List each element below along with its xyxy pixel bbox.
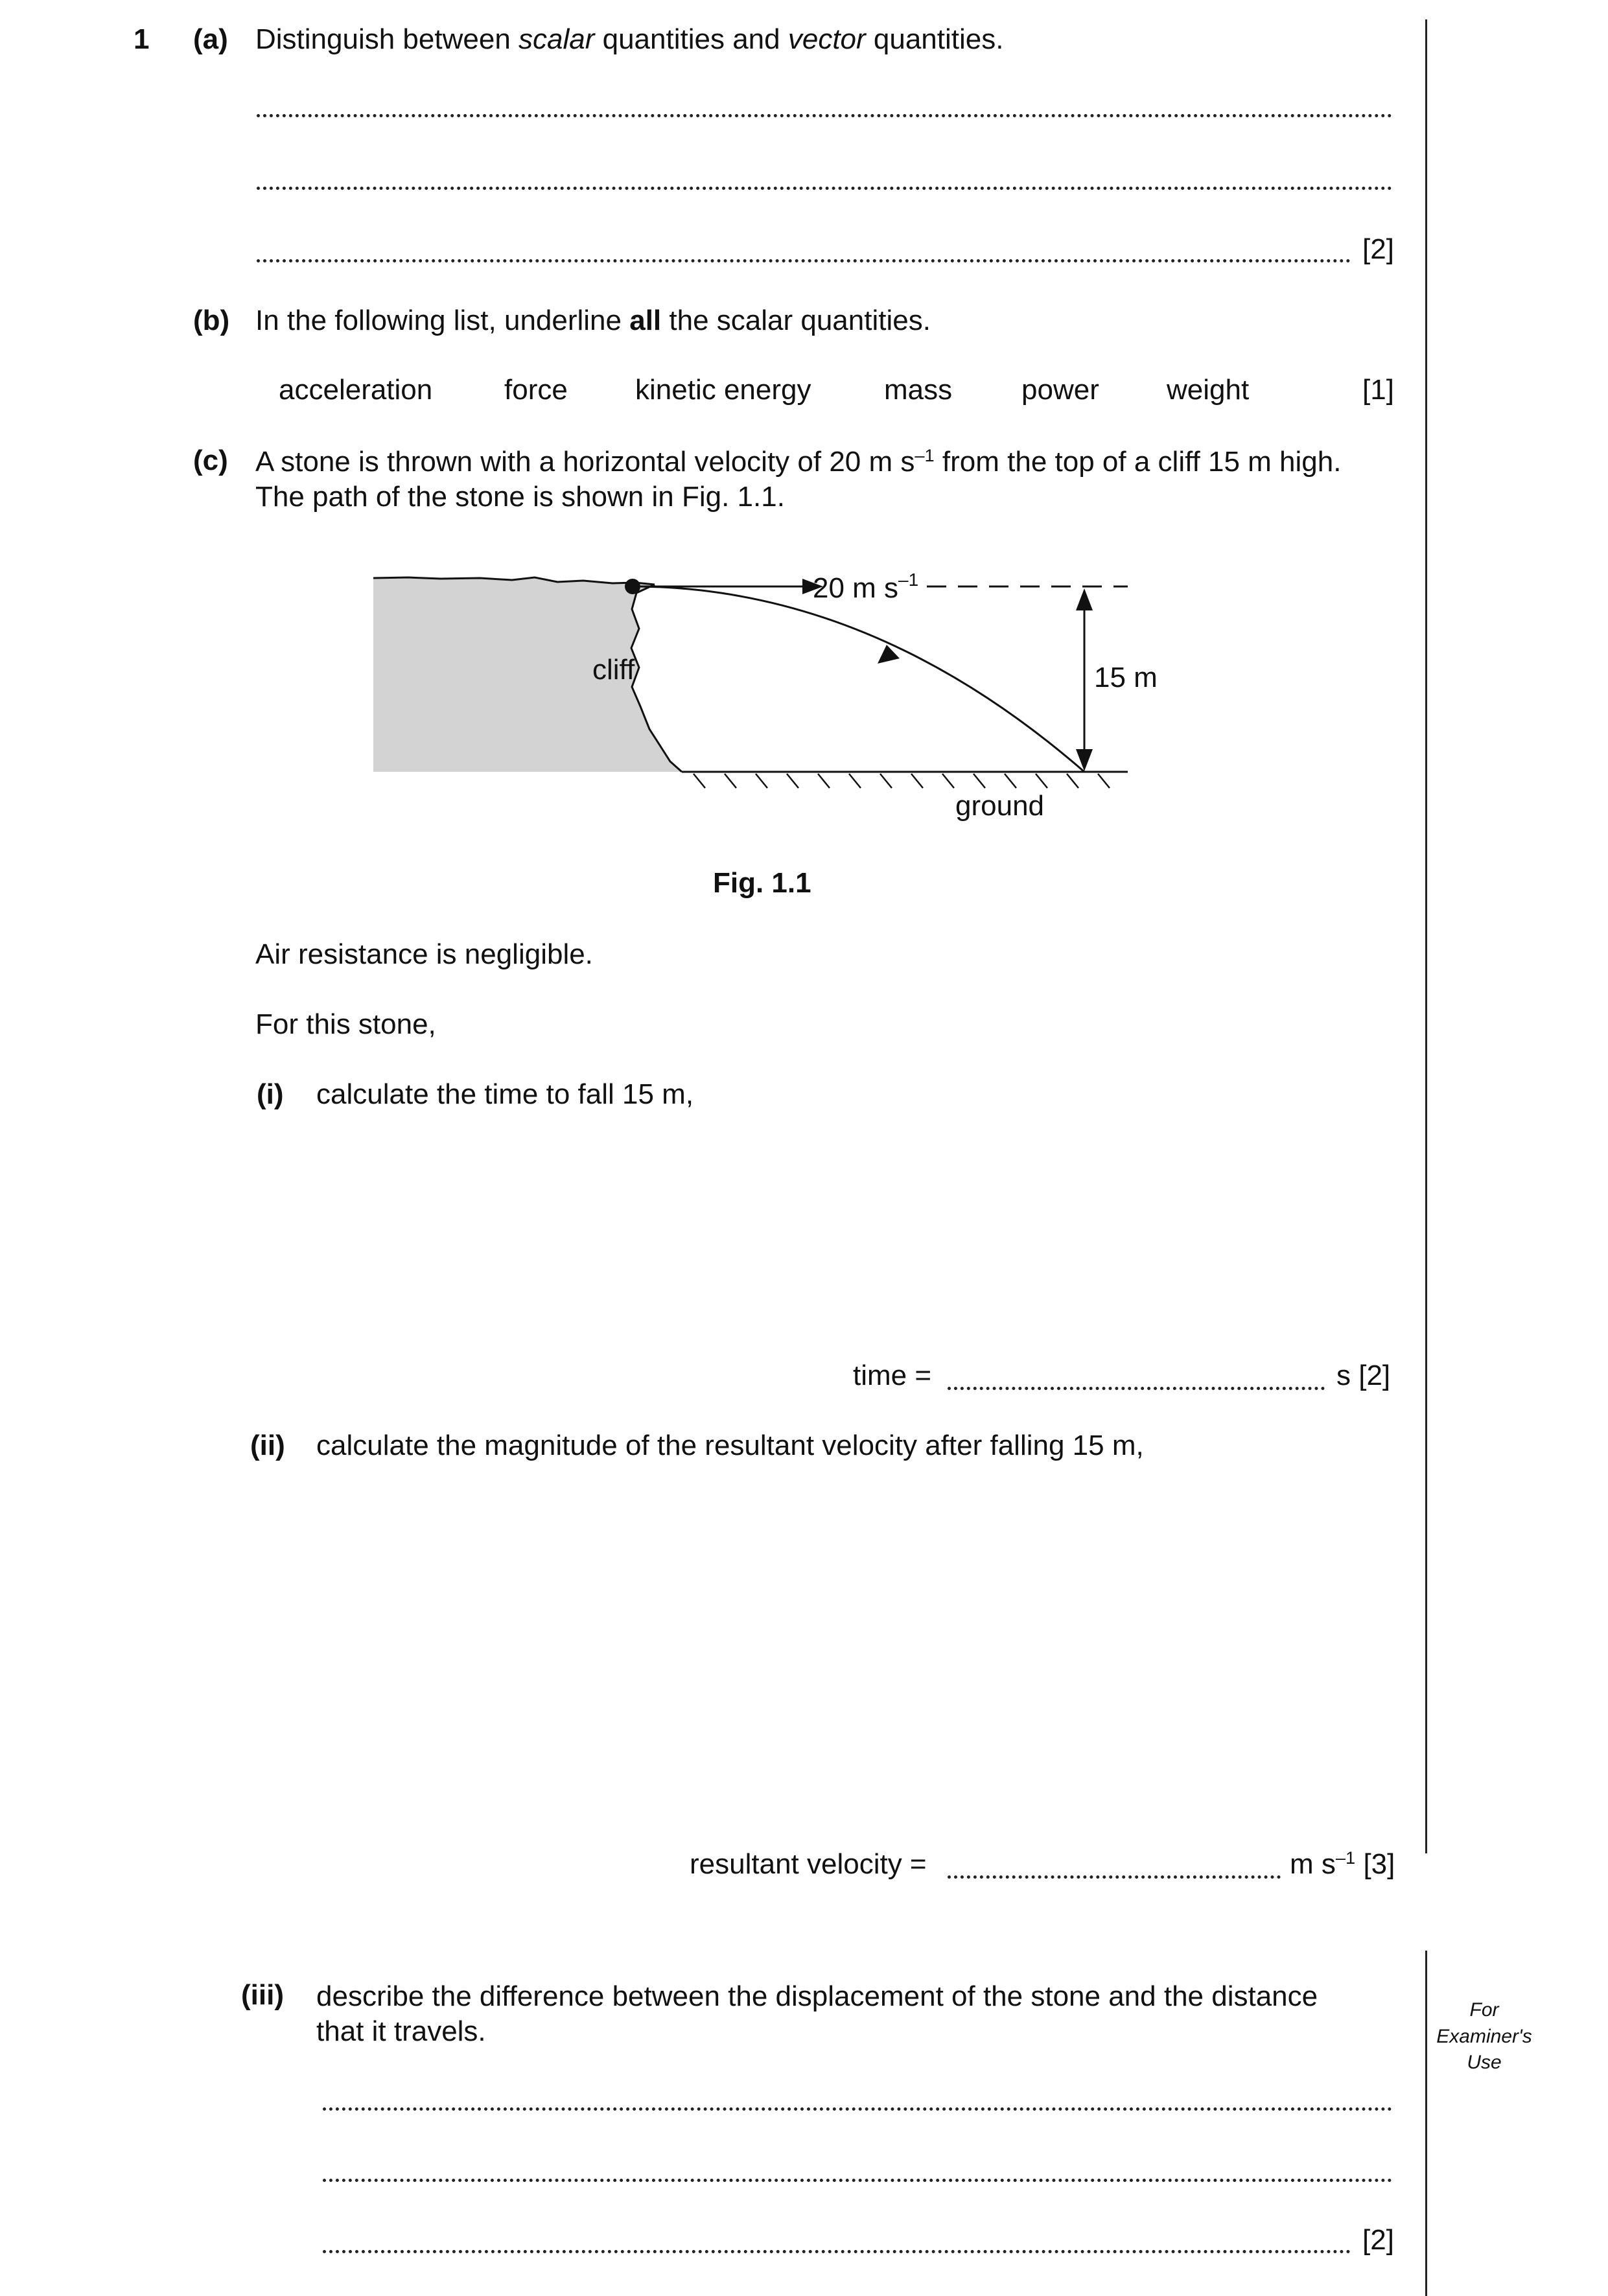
sub-i-label: (i) [257, 1078, 284, 1110]
option-power[interactable]: power [1021, 374, 1099, 406]
part-a-marks: [2] [1362, 233, 1394, 265]
ground-label: ground [955, 790, 1045, 822]
note-air-resistance: Air resistance is negligible. [255, 938, 593, 970]
option-kinetic-energy[interactable]: kinetic energy [635, 374, 811, 406]
answer-line-a-3[interactable] [257, 259, 1351, 262]
sub-iii-label: (iii) [241, 1979, 284, 2011]
part-b-label: (b) [193, 305, 230, 336]
option-force[interactable]: force [504, 374, 568, 406]
resultant-velocity-answer-label: resultant velocity = [690, 1848, 927, 1880]
sub-iii-question [316, 1979, 1397, 2048]
stone-dot [625, 579, 640, 594]
examiner-use-line-1: For [1469, 1999, 1499, 2021]
part-a-label: (a) [193, 23, 228, 55]
examiner-use-line-3: Use [1467, 2052, 1502, 2073]
trajectory-curve [640, 586, 1084, 772]
ground-hatching [693, 774, 1110, 788]
sub-i-unit-marks: s [2] [1336, 1360, 1391, 1391]
resultant-velocity-answer-field[interactable] [948, 1875, 1281, 1879]
velocity-label: 20 m $s^{-1}$ [813, 570, 919, 604]
answer-line-iii-3[interactable] [323, 2250, 1351, 2253]
question-number: 1 [134, 23, 150, 55]
figure-1-1-diagram [369, 557, 1158, 829]
option-acceleration[interactable]: acceleration [279, 374, 433, 406]
sub-iii-marks: [2] [1362, 2224, 1394, 2256]
time-answer-label: time = [853, 1360, 932, 1391]
sub-ii-unit-marks: m $s^{-1}$ [3] [1290, 1848, 1395, 1880]
examiner-use-line-2: Examiner's [1436, 2025, 1532, 2047]
sub-iii-line-1: describe the difference between the displacement of the stone and the distance [316, 1980, 1318, 2012]
part-a-question: Distinguish between scalar quantities and vector quantities. [255, 23, 1004, 55]
option-mass[interactable]: mass [884, 374, 953, 406]
sub-i-question: calculate the time to fall 15 m, [316, 1078, 694, 1110]
cliff-label: cliff [592, 654, 635, 686]
height-arrow-head-top [1076, 588, 1093, 610]
sub-iii-line-2: that it travels. [316, 2015, 486, 2047]
part-c-statement [255, 445, 1397, 514]
answer-line-a-2[interactable] [257, 187, 1392, 190]
part-c-line-1: A stone is thrown with a horizontal velocity of 20 m $s^{-1}$ from the top of a cliff 15 m high. [255, 445, 1342, 478]
answer-line-iii-2[interactable] [323, 2179, 1392, 2182]
part-b-marks: [1] [1362, 374, 1394, 406]
sub-ii-label: (ii) [250, 1430, 285, 1461]
figure-1-1 [369, 557, 1158, 829]
sub-ii-question: calculate the magnitude of the resultant velocity after falling 15 m, [316, 1430, 1144, 1461]
answer-line-a-1[interactable] [257, 114, 1392, 117]
height-label: 15 m [1094, 662, 1158, 693]
figure-caption: Fig. 1.1 [713, 867, 811, 899]
time-answer-field[interactable] [948, 1387, 1325, 1390]
answer-line-iii-1[interactable] [323, 2107, 1392, 2111]
examiner-use-label [1426, 1997, 1543, 2076]
note-for-this-stone: For this stone, [255, 1008, 436, 1040]
option-weight[interactable]: weight [1167, 374, 1250, 406]
part-c-label: (c) [193, 445, 228, 476]
part-c-line-2: The path of the stone is shown in Fig. 1.1. [255, 480, 785, 513]
examiner-margin-rule-upper [1425, 19, 1427, 1853]
part-b-question: In the following list, underline all the scalar quantities. [255, 305, 931, 336]
